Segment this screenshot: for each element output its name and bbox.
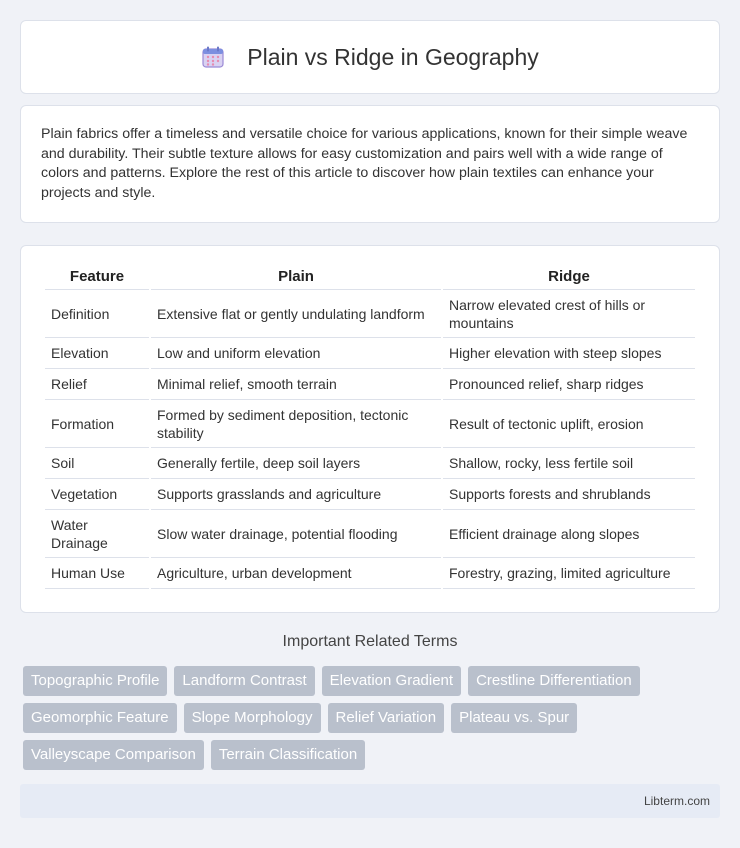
table-row [45, 369, 695, 400]
feature-cell: Formation [45, 400, 149, 448]
ridge-cell: Shallow, rocky, less fertile soil [443, 448, 695, 479]
related-term-tag[interactable]: Terrain Classification [211, 740, 365, 770]
plain-cell: Formed by sediment deposition, tectonic stability [151, 400, 441, 448]
intro-card [20, 105, 720, 223]
feature-cell: Elevation [45, 338, 149, 369]
header-plain: Plain [151, 264, 441, 290]
ridge-cell: Higher elevation with steep slopes [443, 338, 695, 369]
header-feature: Feature [45, 264, 149, 290]
footer [20, 784, 720, 818]
feature-cell: Relief [45, 369, 149, 400]
feature-cell: Water Drainage [45, 510, 149, 558]
header-card [20, 20, 720, 94]
feature-cell: Definition [45, 290, 149, 338]
table-row [45, 338, 695, 369]
plain-cell: Slow water drainage, potential flooding [151, 510, 441, 558]
related-term-tag[interactable]: Valleyscape Comparison [23, 740, 204, 770]
comparison-table-card [20, 245, 720, 613]
related-term-tag[interactable]: Elevation Gradient [322, 666, 461, 696]
plain-cell: Low and uniform elevation [151, 338, 441, 369]
page-title: Plain vs Ridge in Geography [247, 43, 539, 70]
ridge-cell: Narrow elevated crest of hills or mountains [443, 290, 695, 338]
comparison-table [43, 264, 697, 589]
related-term-tag[interactable]: Relief Variation [328, 703, 445, 733]
ridge-cell: Result of tectonic uplift, erosion [443, 400, 695, 448]
intro-text: Plain fabrics offer a timeless and versatile choice for various applications, known for their simple weave and durability. Their subtle texture allows for easy customization and pairs well with a wide range of colors and patterns. Explore the rest of this article to discover how plain textiles can enhance your projects and style. [41, 126, 688, 201]
table-row [45, 448, 695, 479]
related-term-tag[interactable]: Slope Morphology [184, 703, 321, 733]
ridge-cell: Efficient drainage along slopes [443, 510, 695, 558]
plain-cell: Extensive flat or gently undulating landform [151, 290, 441, 338]
ridge-cell: Forestry, grazing, limited agriculture [443, 558, 695, 589]
ridge-cell: Pronounced relief, sharp ridges [443, 369, 695, 400]
table-header-row [45, 264, 695, 290]
plain-cell: Supports grasslands and agriculture [151, 479, 441, 510]
header-ridge: Ridge [443, 264, 695, 290]
footer-site-link[interactable]: Libterm.com [643, 794, 710, 808]
calendar-icon [201, 45, 225, 69]
related-terms-title: Important Related Terms [282, 633, 458, 650]
table-row [45, 400, 695, 448]
related-terms-list [23, 666, 713, 770]
table-row [45, 510, 695, 558]
plain-cell: Minimal relief, smooth terrain [151, 369, 441, 400]
related-term-tag[interactable]: Crestline Differentiation [468, 666, 640, 696]
related-term-tag[interactable]: Landform Contrast [174, 666, 314, 696]
plain-cell: Generally fertile, deep soil layers [151, 448, 441, 479]
related-term-tag[interactable]: Geomorphic Feature [23, 703, 177, 733]
table-row [45, 290, 695, 338]
table-row [45, 558, 695, 589]
related-term-tag[interactable]: Topographic Profile [23, 666, 167, 696]
table-row [45, 479, 695, 510]
ridge-cell: Supports forests and shrublands [443, 479, 695, 510]
feature-cell: Human Use [45, 558, 149, 589]
plain-cell: Agriculture, urban development [151, 558, 441, 589]
feature-cell: Vegetation [45, 479, 149, 510]
related-term-tag[interactable]: Plateau vs. Spur [451, 703, 577, 733]
feature-cell: Soil [45, 448, 149, 479]
